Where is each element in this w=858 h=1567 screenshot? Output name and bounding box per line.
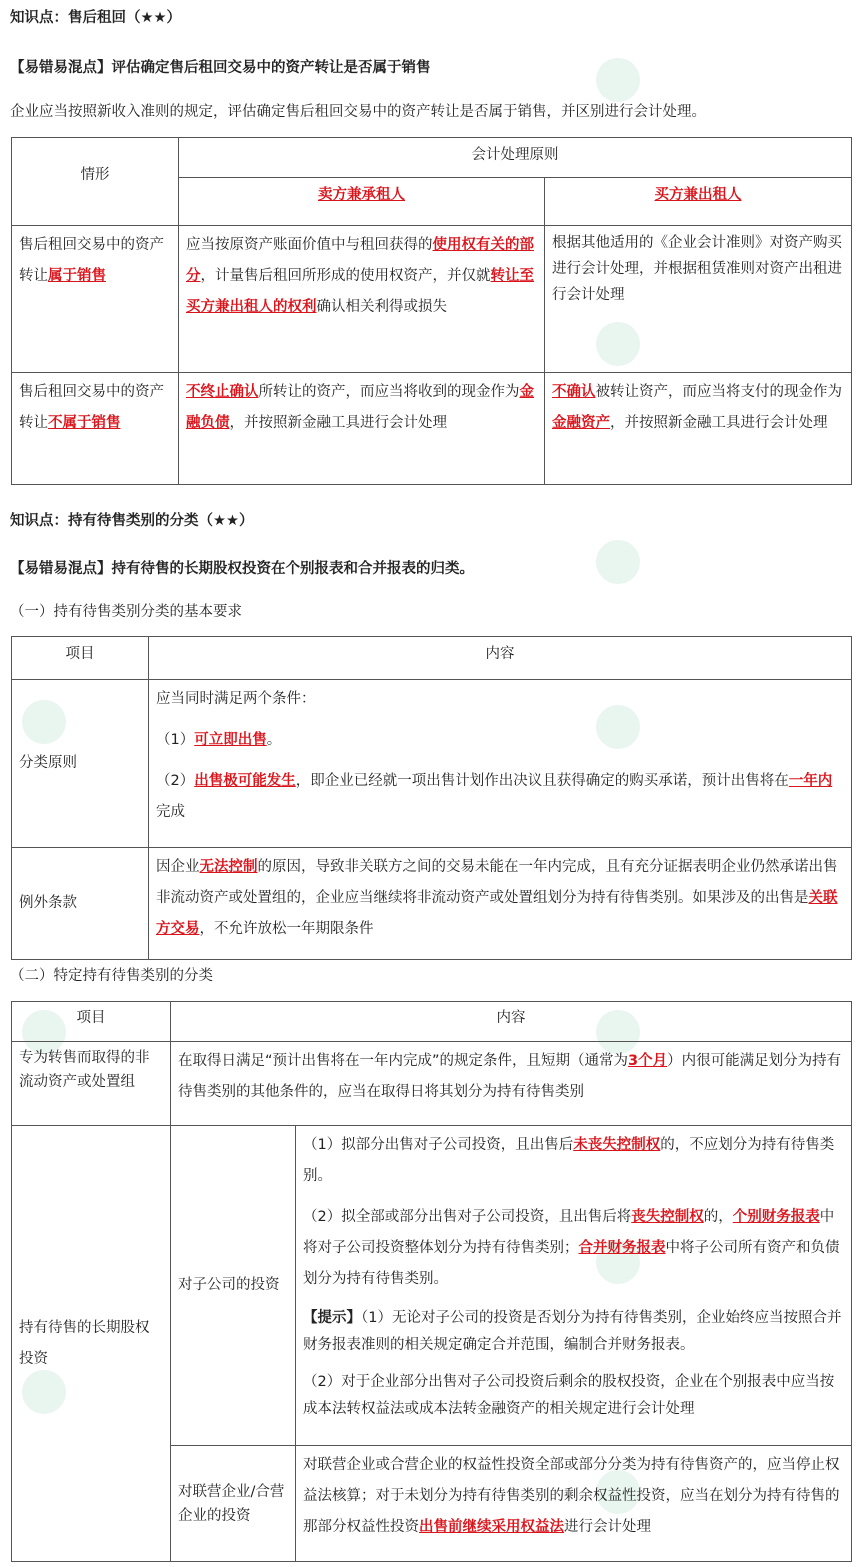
header-item: 项目 [12, 1002, 171, 1042]
section-subheading: 【易错易混点】评估确定售后租回交易中的资产转让是否属于销售 [10, 60, 431, 76]
row-label: 例外条款 [12, 848, 149, 960]
watermark-logo [596, 58, 640, 102]
header-situation: 情形 [12, 138, 179, 226]
table-row [12, 1042, 852, 1126]
header-principle: 会计处理原则 [179, 138, 852, 178]
row-label: 售后租回交易中的资产转让属于销售 [12, 226, 179, 373]
buyer-cell: 根据其他适用的《企业会计准则》对资产购买进行会计处理，并根据租赁准则对资产出租进行会计处理 [545, 226, 852, 373]
row-label: 持有待售的长期股权投资 [12, 1126, 171, 1562]
table-row [12, 226, 852, 373]
content-cell: 在取得日满足“预计出售将在一年内完成”的规定条件，且短期（通常为3个月）内很可能满足划分为持有待售类别的其他条件的，应当在取得日将其划分为持有待售类别 [171, 1042, 852, 1126]
content-cell: 因企业无法控制的原因，导致非关联方之间的交易未能在一年内完成，且有充分证据表明企业仍然承诺出售非流动资产或处置组的，企业应当继续将非流动资产或处置组划分为持有待售类别。如果涉及的出售是关联方交易，不允许放松一年期限条件 [149, 848, 852, 960]
specific-classification-table [11, 1001, 852, 1562]
header-content: 内容 [149, 637, 852, 680]
seller-cell: 不终止确认所转让的资产，而应当将收到的现金作为金融负债，并按照新金融工具进行会计处理 [179, 373, 545, 485]
watermark-logo [596, 540, 640, 584]
buyer-cell: 不确认被转让资产，而应当将支付的现金作为金融资产，并按照新金融工具进行会计处理 [545, 373, 852, 485]
sale-leaseback-table [11, 137, 852, 485]
table-row [12, 680, 852, 848]
content-cell: 应当同时满足两个条件： （1）可立即出售。 （2）出售极可能发生，即企业已经就一项出售计划作出决议且获得确定的购买承诺，预计出售将在一年内完成 [149, 680, 852, 848]
row-label: 专为转售而取得的非流动资产或处置组 [12, 1042, 171, 1126]
section-heading: 知识点：持有待售类别的分类（★★） [10, 513, 254, 529]
content-cell: 对联营企业或合营企业的权益性投资全部或部分分类为持有待售资产的，应当停止权益法核算；对于未划分为持有待售类别的剩余权益性投资，应当在划分为持有待售的那部分权益性投资出售前继续采用权益法进行会计处理 [296, 1446, 852, 1562]
header-content: 内容 [171, 1002, 852, 1042]
row-label: 售后租回交易中的资产转让不属于销售 [12, 373, 179, 485]
row-label: 分类原则 [12, 680, 149, 848]
part-title: （一）持有待售类别分类的基本要求 [10, 604, 242, 620]
table-row [12, 373, 852, 485]
sub-row-label: 对联营企业/合营企业的投资 [171, 1446, 296, 1562]
part-title: （二）特定持有待售类别的分类 [10, 968, 213, 984]
sub-row-label: 对子公司的投资 [171, 1126, 296, 1446]
header-seller: 卖方兼承租人 [318, 187, 405, 203]
section-subheading: 【易错易混点】持有待售的长期股权投资在个别报表和合并报表的归类。 [10, 561, 474, 577]
table-row [12, 848, 852, 960]
table-row [12, 1126, 852, 1446]
content-cell: （1）拟部分出售对子公司投资，且出售后未丧失控制权的，不应划分为持有待售类别。 （2）拟全部或部分出售对子公司投资，且出售后将丧失控制权的，个别财务报表中将对子公司投资整体划分为持有待售类别；合并财务报表中将子公司所有资产和负债划分为持有待售类别。 【提示】（1）无论对子公司的投资是否划分为持有待售类别，企业始终应当按照合并财务报表准则的相关规定确定合并范围，编制合并财务报表。 （2）对于企业部分出售对子公司投资后剩余的股权投资，企业在个别报表中应当按成本法转权益法或成本法转金融资产的相关规定进行会计处理 [296, 1126, 852, 1446]
seller-cell: 应当按原资产账面价值中与租回获得的使用权有关的部分，计量售后租回所形成的使用权资产，并仅就转让至买方兼出租人的权利确认相关利得或损失 [179, 226, 545, 373]
section-heading: 知识点：售后租回（★★） [10, 10, 181, 26]
classification-requirements-table [11, 636, 852, 960]
header-item: 项目 [12, 637, 149, 680]
intro-text: 企业应当按照新收入准则的规定，评估确定售后租回交易中的资产转让是否属于销售，并区别进行会计处理。 [10, 104, 706, 120]
header-buyer: 买方兼出租人 [654, 187, 742, 203]
